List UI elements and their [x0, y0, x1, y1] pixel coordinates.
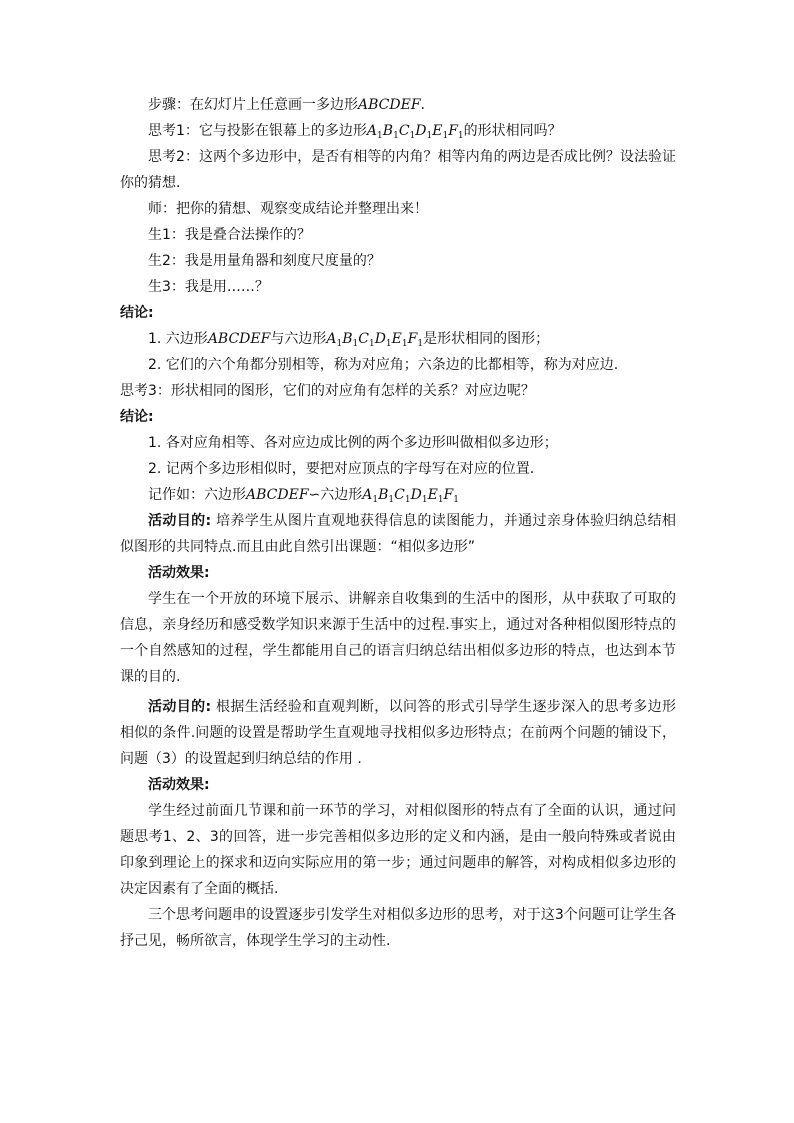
question-1: 思考1：它与投影在银幕上的多边形$A_1B_1C_1D_1E_1F_1$的形状相同吗？ — [148, 123, 562, 141]
step-line: 步骤：在幻灯片上任意画一多边形ABCDEF. — [148, 97, 425, 113]
conclusion-2-item-1: 1. 各对应角相等、各对应边成比例的两个多边形叫做相似多边形； — [148, 435, 558, 451]
math-polygon-a1f1: $A_1B_1C_1D_1E_1F_1$ — [326, 331, 424, 349]
conclusion-1-heading: 结论: — [120, 305, 154, 321]
math-polygon-a1f1: $A_1B_1C_1D_1E_1F_1$ — [362, 487, 459, 505]
notation-line: 记作如：六边形ABCDEF∽六边形$A_1B_1C_1D_1E_1F_1$ — [148, 487, 459, 505]
activity-effect-2-heading: 活动效果: — [148, 777, 210, 793]
math-polygon-abcdef: ABCDEF — [246, 487, 309, 503]
activity-goal-2: 活动目的: 根据生活经验和直观判断，以问答的形式引导学生逐步深入的思考多边形相似的条件.问题的设置是帮助学生直观地寻找相似多边形特点；在前两个问题的铺设下，问题（3）的设置起到归纳总结的作用 . — [120, 699, 676, 767]
activity-effect-1-text: 学生在一个开放的环境下展示、讲解亲自收集到的生活中的图形，从中获取了可取的信息，亲身经历和感受数学知识来源于生活中的过程.事实上，通过对各种相似图形特点的一个自然感知的过程，学生都能用自己的语言归纳总结出相似多边形的特点，也达到本节课的目的. — [120, 591, 676, 685]
activity-effect-2-text: 学生经过前面几节课和前一环节的学习，对相似图形的特点有了全面的认识，通过问题思考1、2、3的回答，进一步完善相似多边形的定义和内涵，是由一般向特殊或者说由印象到理论上的探求和迈向实际应用的第一步；通过问题串的解答，对构成相似多边形的决定因素有了全面的概括. — [120, 803, 676, 897]
conclusion-2-heading: 结论: — [120, 409, 154, 425]
conclusion-1-item-2: 2. 它们的六个角都分别相等，称为对应角；六条边的比都相等，称为对应边. — [148, 357, 619, 373]
student-3-line: 生3：我是用……？ — [148, 279, 269, 295]
question-2: 思考2：这两个多边形中，是否有相等的内角？相等内角的两边是否成比例？设法验证你的猜想. — [120, 149, 676, 191]
activity-goal-1: 活动目的: 培养学生从图片直观地获得信息的读图能力，并通过亲身体验归纳总结相似图形的共同特点.而且由此自然引出课题：“相似多边形” — [120, 513, 676, 555]
document-body — [120, 92, 676, 954]
conclusion-1-item-1: 1. 六边形ABCDEF与六边形$A_1B_1C_1D_1E_1F_1$是形状相同的图形； — [148, 331, 550, 349]
closing-paragraph: 三个思考问题串的设置逐步引发学生对相似多边形的思考，对于这3个问题可让学生各抒己见，畅所欲言，体现学生学习的主动性. — [120, 907, 676, 949]
math-polygon-abcdef: ABCDEF — [358, 97, 421, 113]
math-polygon-abcdef: ABCDEF — [207, 331, 271, 347]
conclusion-2-item-2: 2. 记两个多边形相似时，要把对应顶点的字母写在对应的位置. — [148, 461, 535, 477]
question-3: 思考3：形状相同的图形，它们的对应角有怎样的关系？对应边呢？ — [120, 383, 535, 399]
student-2-line: 生2：我是用量角器和刻度尺度量的？ — [148, 253, 381, 269]
teacher-line: 师：把你的猜想、观察变成结论并整理出来！ — [148, 201, 428, 217]
activity-effect-1-heading: 活动效果: — [148, 565, 210, 581]
student-1-line: 生1：我是叠合法操作的？ — [148, 227, 311, 243]
math-polygon-a1f1: $A_1B_1C_1D_1E_1F_1$ — [366, 123, 464, 141]
